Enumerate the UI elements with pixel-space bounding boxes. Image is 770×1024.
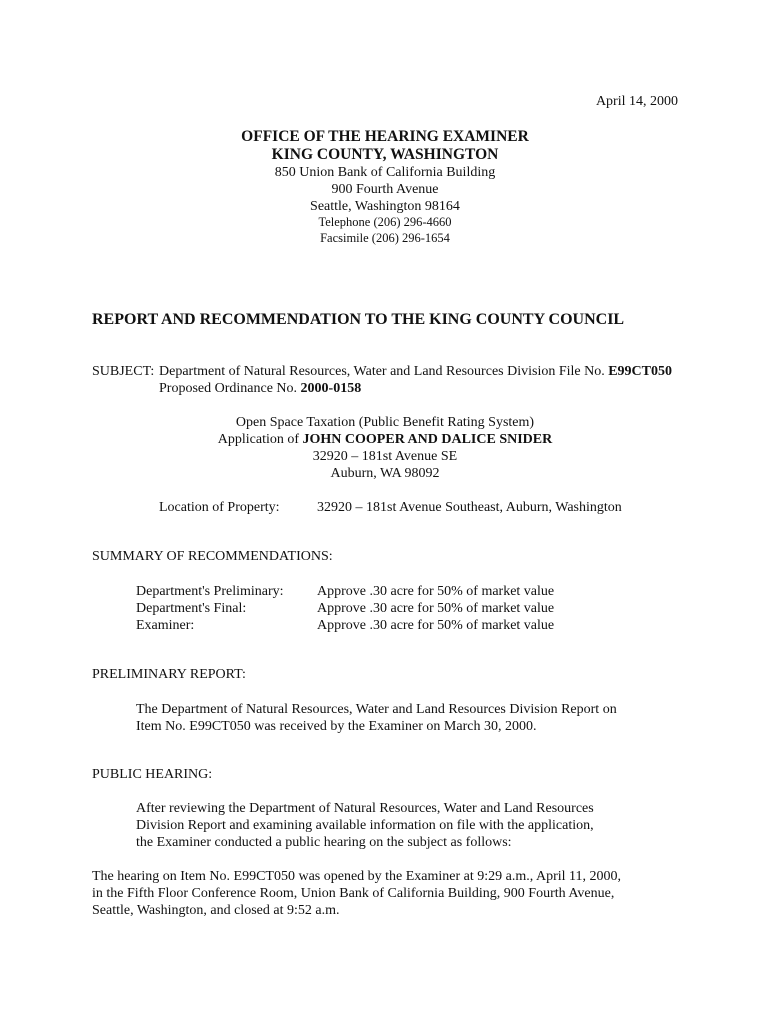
county-name: KING COUNTY, WASHINGTON (271, 146, 499, 163)
application-address-line2: Auburn, WA 98092 (330, 466, 440, 481)
report-title: REPORT AND RECOMMENDATION TO THE KING COUNTY COUNCIL (92, 311, 625, 328)
hearing-details-line: in the Fifth Floor Conference Room, Union Bank of California Building, 900 Fourth Avenue, (92, 886, 615, 901)
application-prefix: Application of (217, 432, 300, 447)
location-value: 32920 – 181st Avenue Southeast, Auburn, Washington (317, 500, 622, 515)
subject-file-text: Department of Natural Resources, Water and Land Resources Division File No. (159, 364, 605, 379)
summary-row-value: Approve .30 acre for 50% of market value (317, 584, 555, 599)
document-date: April 14, 2000 (595, 94, 678, 109)
subject-label: SUBJECT: (92, 364, 155, 379)
summary-row-value: Approve .30 acre for 50% of market value (317, 618, 555, 633)
public-hearing-text-line: After reviewing the Department of Natural Resources, Water and Land Resources (136, 801, 594, 816)
application-applicants: JOHN COOPER AND DALICE SNIDER (302, 432, 553, 447)
hearing-details-line: The hearing on Item No. E99CT050 was opened by the Examiner at 9:29 a.m., April 11, 2000, (92, 869, 622, 884)
subject-ordinance-text: Proposed Ordinance No. (159, 381, 298, 396)
public-hearing-text-line: Division Report and examining available information on file with the application, (136, 818, 594, 833)
preliminary-text-line: The Department of Natural Resources, Water and Land Resources Division Report on (136, 702, 617, 717)
subject-file-number: E99CT050 (608, 364, 673, 379)
hearing-details-line: Seattle, Washington, and closed at 9:52 a.m. (92, 903, 340, 918)
office-address-line2: 900 Fourth Avenue (331, 182, 439, 197)
office-name: OFFICE OF THE HEARING EXAMINER (241, 128, 529, 145)
preliminary-heading: PRELIMINARY REPORT: (92, 667, 246, 682)
location-label: Location of Property: (159, 500, 280, 515)
office-telephone: Telephone (206) 296-4660 (318, 215, 452, 229)
summary-row-value: Approve .30 acre for 50% of market value (317, 601, 555, 616)
preliminary-text-line: Item No. E99CT050 was received by the Examiner on March 30, 2000. (136, 719, 537, 734)
summary-heading: SUMMARY OF RECOMMENDATIONS: (92, 549, 333, 564)
office-address-line1: 850 Union Bank of California Building (274, 165, 496, 180)
application-program: Open Space Taxation (Public Benefit Rating System) (235, 415, 535, 430)
subject-line2 (159, 380, 361, 397)
office-facsimile: Facsimile (206) 296-1654 (320, 231, 450, 245)
application-address-line1: 32920 – 181st Avenue SE (312, 449, 458, 464)
application-applicants-line (0, 431, 770, 448)
summary-row-label: Examiner: (136, 618, 195, 633)
subject-ordinance-number: 2000-0158 (300, 381, 362, 396)
summary-row-label: Department's Final: (136, 601, 247, 616)
office-address-line3: Seattle, Washington 98164 (310, 199, 460, 214)
public-hearing-text-line: the Examiner conducted a public hearing on the subject as follows: (136, 835, 512, 850)
public-hearing-heading: PUBLIC HEARING: (92, 767, 213, 782)
summary-row-label: Department's Preliminary: (136, 584, 284, 599)
subject-line1 (159, 363, 672, 380)
